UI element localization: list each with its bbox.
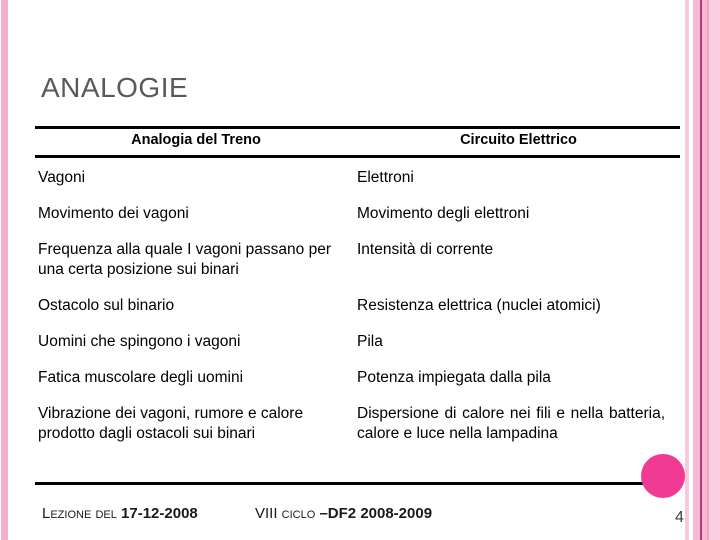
table-cell-train: Vagoni <box>38 169 86 186</box>
table-row <box>35 240 680 280</box>
table-cell-train: Fatica muscolare degli uomini <box>38 369 244 386</box>
table-cell-train: Vibrazione dei vagoni, rumore e calore prodotto dagli ostacoli sui binari <box>38 405 304 442</box>
accent-circle <box>641 454 685 498</box>
table-bottom-rule <box>35 482 680 485</box>
left-edge-stripe <box>1 0 8 540</box>
slide-title: ANALOGIE <box>41 72 189 103</box>
right-edge-stripe <box>693 0 700 540</box>
table-top-rule <box>35 126 680 129</box>
footer-lesson-prefix: Lezione del <box>42 505 117 522</box>
table-cell-train: Movimento dei vagoni <box>38 205 189 222</box>
table-cell-circuit: Pila <box>357 333 383 350</box>
right-edge-stripe <box>709 0 720 540</box>
table-cell-circuit: Potenza impiegata dalla pila <box>357 369 551 386</box>
table-cell-train: Uomini che spingono i vagoni <box>38 333 241 350</box>
table-header-row <box>35 132 680 148</box>
footer-lesson-date <box>42 504 212 524</box>
footer-cycle-suffix: –DF2 2008-2009 <box>319 505 433 522</box>
footer-cycle-prefix: VIII ciclo <box>255 505 316 522</box>
table-row <box>35 404 680 444</box>
table-header-rule <box>35 155 680 158</box>
footer-cycle <box>255 504 447 524</box>
table-cell-circuit: Elettroni <box>357 169 414 186</box>
table-cell-circuit: Dispersione di calore nei fili e nella batteria, calore e luce nella lampadina <box>357 405 665 442</box>
right-edge-stripe <box>685 0 689 540</box>
table-header-circuit: Circuito Elettrico <box>460 132 577 148</box>
table-row <box>35 204 680 224</box>
footer-lesson-date-value: 17-12-2008 <box>121 505 198 522</box>
table-cell-train: Ostacolo sul binario <box>38 297 175 314</box>
table-row <box>35 368 680 388</box>
table-cell-train: Frequenza alla quale I vagoni passano per una certa posizione sui binari <box>38 241 331 278</box>
table-header-train: Analogia del Treno <box>131 132 261 148</box>
table-cell-circuit: Resistenza elettrica (nuclei atomici) <box>357 297 601 314</box>
table-row <box>35 332 680 352</box>
table-cell-circuit: Movimento degli elettroni <box>357 205 530 222</box>
table-cell-circuit: Intensità di corrente <box>357 241 494 258</box>
table-row <box>35 168 680 188</box>
table-row <box>35 296 680 316</box>
analogy-table <box>35 168 680 460</box>
page-number: 4 <box>675 509 684 526</box>
